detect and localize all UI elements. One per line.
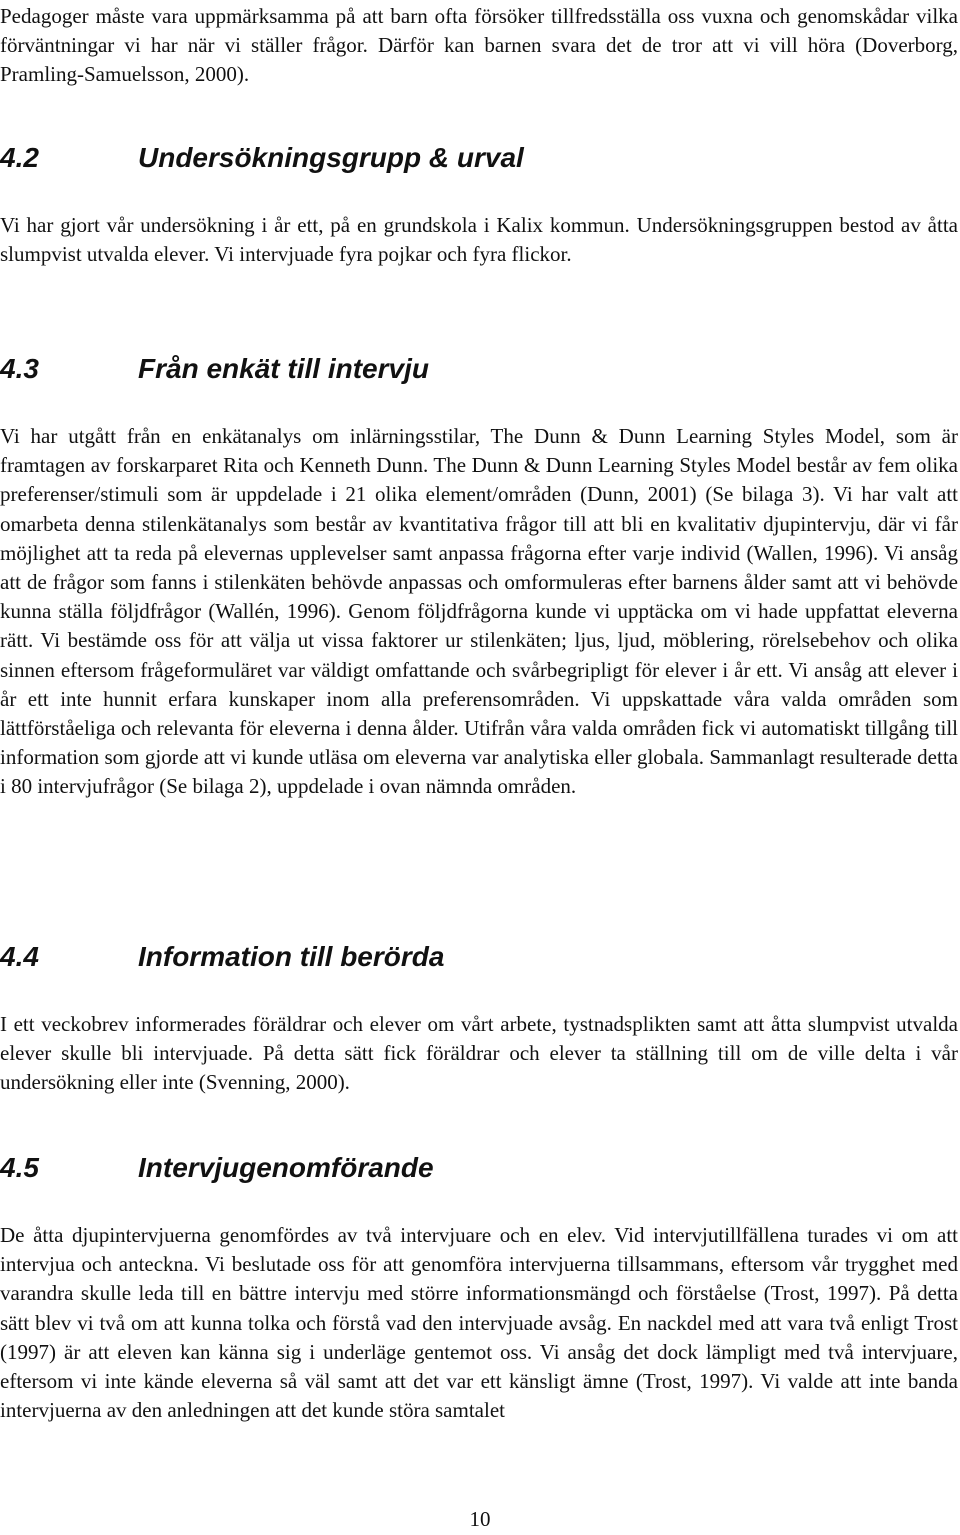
section-4-3-paragraph: Vi har utgått från en enkätanalys om inlärningsstilar, The Dunn & Dunn Learning Styles Model, som är framtagen av forskarparet Rita och Kenneth Dunn. The Dunn & Dunn Learning Styles Model består av fem olika preferenser/stimuli som är uppdelade i 21 olika element/områden (Dunn, 2001) (Se bilaga 3). Vi har valt att omarbeta denna stilenkätanalys som består av kvantitativa frågor till att bli en kvalitativ djupintervju, där vi får möjlighet att ta reda på elevernas upplevelser samt anpassa frågorna efter varje individ (Wallen, 1996). Vi ansåg att de frågor som fanns i stilenkäten behövde anpassas och omformuleras efter barnens ålder samt att vi behövde kunna ställa följdfrågor (Wallén, 1996). Genom följdfrågorna kunde vi upptäcka om vi hade uppfattat eleverna rätt. Vi bestämde oss för att välja ut vissa faktorer ur stilenkäten; ljus, ljud, möblering, rörelsebehov och olika sinnen eftersom frågeformuläret var väldigt omfattande och svårbegripligt för elever i år ett. Vi ansåg att elever i år ett inte hunnit erfara kunskaper inom alla preferensområden. Vi uppskattade våra valda områden som lättförståeliga och relevanta för eleverna i denna ålder. Utifrån våra valda områden fick vi automatiskt tillgång till information som gjorde att vi kunde utläsa om eleverna var analytiska eller globala. Sammanlagt resulterade detta i 80 intervjufrågor (Se bilaga 2), uppdelade i ovan nämnda områden. xyxy=(0,424,958,799)
section-number: 4.5 xyxy=(0,1152,39,1183)
section-4-2-paragraph: Vi har gjort vår undersökning i år ett, på en grundskola i Kalix kommun. Undersökningsgruppen bestod av åtta slumpvist utvalda elever. Vi intervjuade fyra pojkar och fyra flickor. xyxy=(0,213,958,267)
section-heading-4-5 xyxy=(0,1151,958,1185)
section-title: Undersökningsgrupp & urval xyxy=(138,142,524,173)
section-heading-4-3 xyxy=(0,352,958,386)
page-number: 10 xyxy=(469,1507,491,1531)
intro-paragraph: Pedagoger måste vara uppmärksamma på att barn ofta försöker tillfredsställa oss vuxna och genomskådar vilka förväntningar vi har när vi ställer frågor. Därför kan barnen svara det de tror att vi vill höra (Doverborg, Pramling-Samuelsson, 2000). xyxy=(0,4,958,87)
section-title: Information till berörda xyxy=(138,941,445,972)
section-title: Intervjugenomförande xyxy=(138,1152,434,1183)
section-heading-4-4 xyxy=(0,940,958,974)
section-number: 4.3 xyxy=(0,353,39,384)
section-number: 4.4 xyxy=(0,941,39,972)
section-4-5-paragraph: De åtta djupintervjuerna genomfördes av två intervjuare och en elev. Vid intervjutillfällena turades vi om att intervjua och anteckna. Vi beslutade oss för att genomföra intervjuerna tillsammans, eftersom vår trygghet med varandra skulle leda till en bättre intervju med större informationsmängd och förståelse (Trost, 1997). På detta sätt blev vi två om att kunna tolka och förstå vad den intervjuade avsåg. En nackdel med att vara två enligt Trost (1997) är att eleven kan känna sig i underläge gentemot oss. Vi ansåg det dock lämpligt med två intervjuare, eftersom vi inte kände eleverna så väl samt att det var ett känsligt ämne (Trost, 1997). Vi valde att inte banda intervjuerna av den anledningen att det kunde störa samtalet xyxy=(0,1223,958,1423)
section-heading-4-2 xyxy=(0,141,958,175)
section-number: 4.2 xyxy=(0,142,39,173)
section-title: Från enkät till intervju xyxy=(138,353,429,384)
section-4-4-paragraph: I ett veckobrev informerades föräldrar och elever om vårt arbete, tystnadsplikten samt att åtta slumpvist utvalda elever skulle bli intervjuade. På detta sätt fick föräldrar och elever ta ställning till om de ville delta i vår undersökning eller inte (Svenning, 2000). xyxy=(0,1012,958,1095)
